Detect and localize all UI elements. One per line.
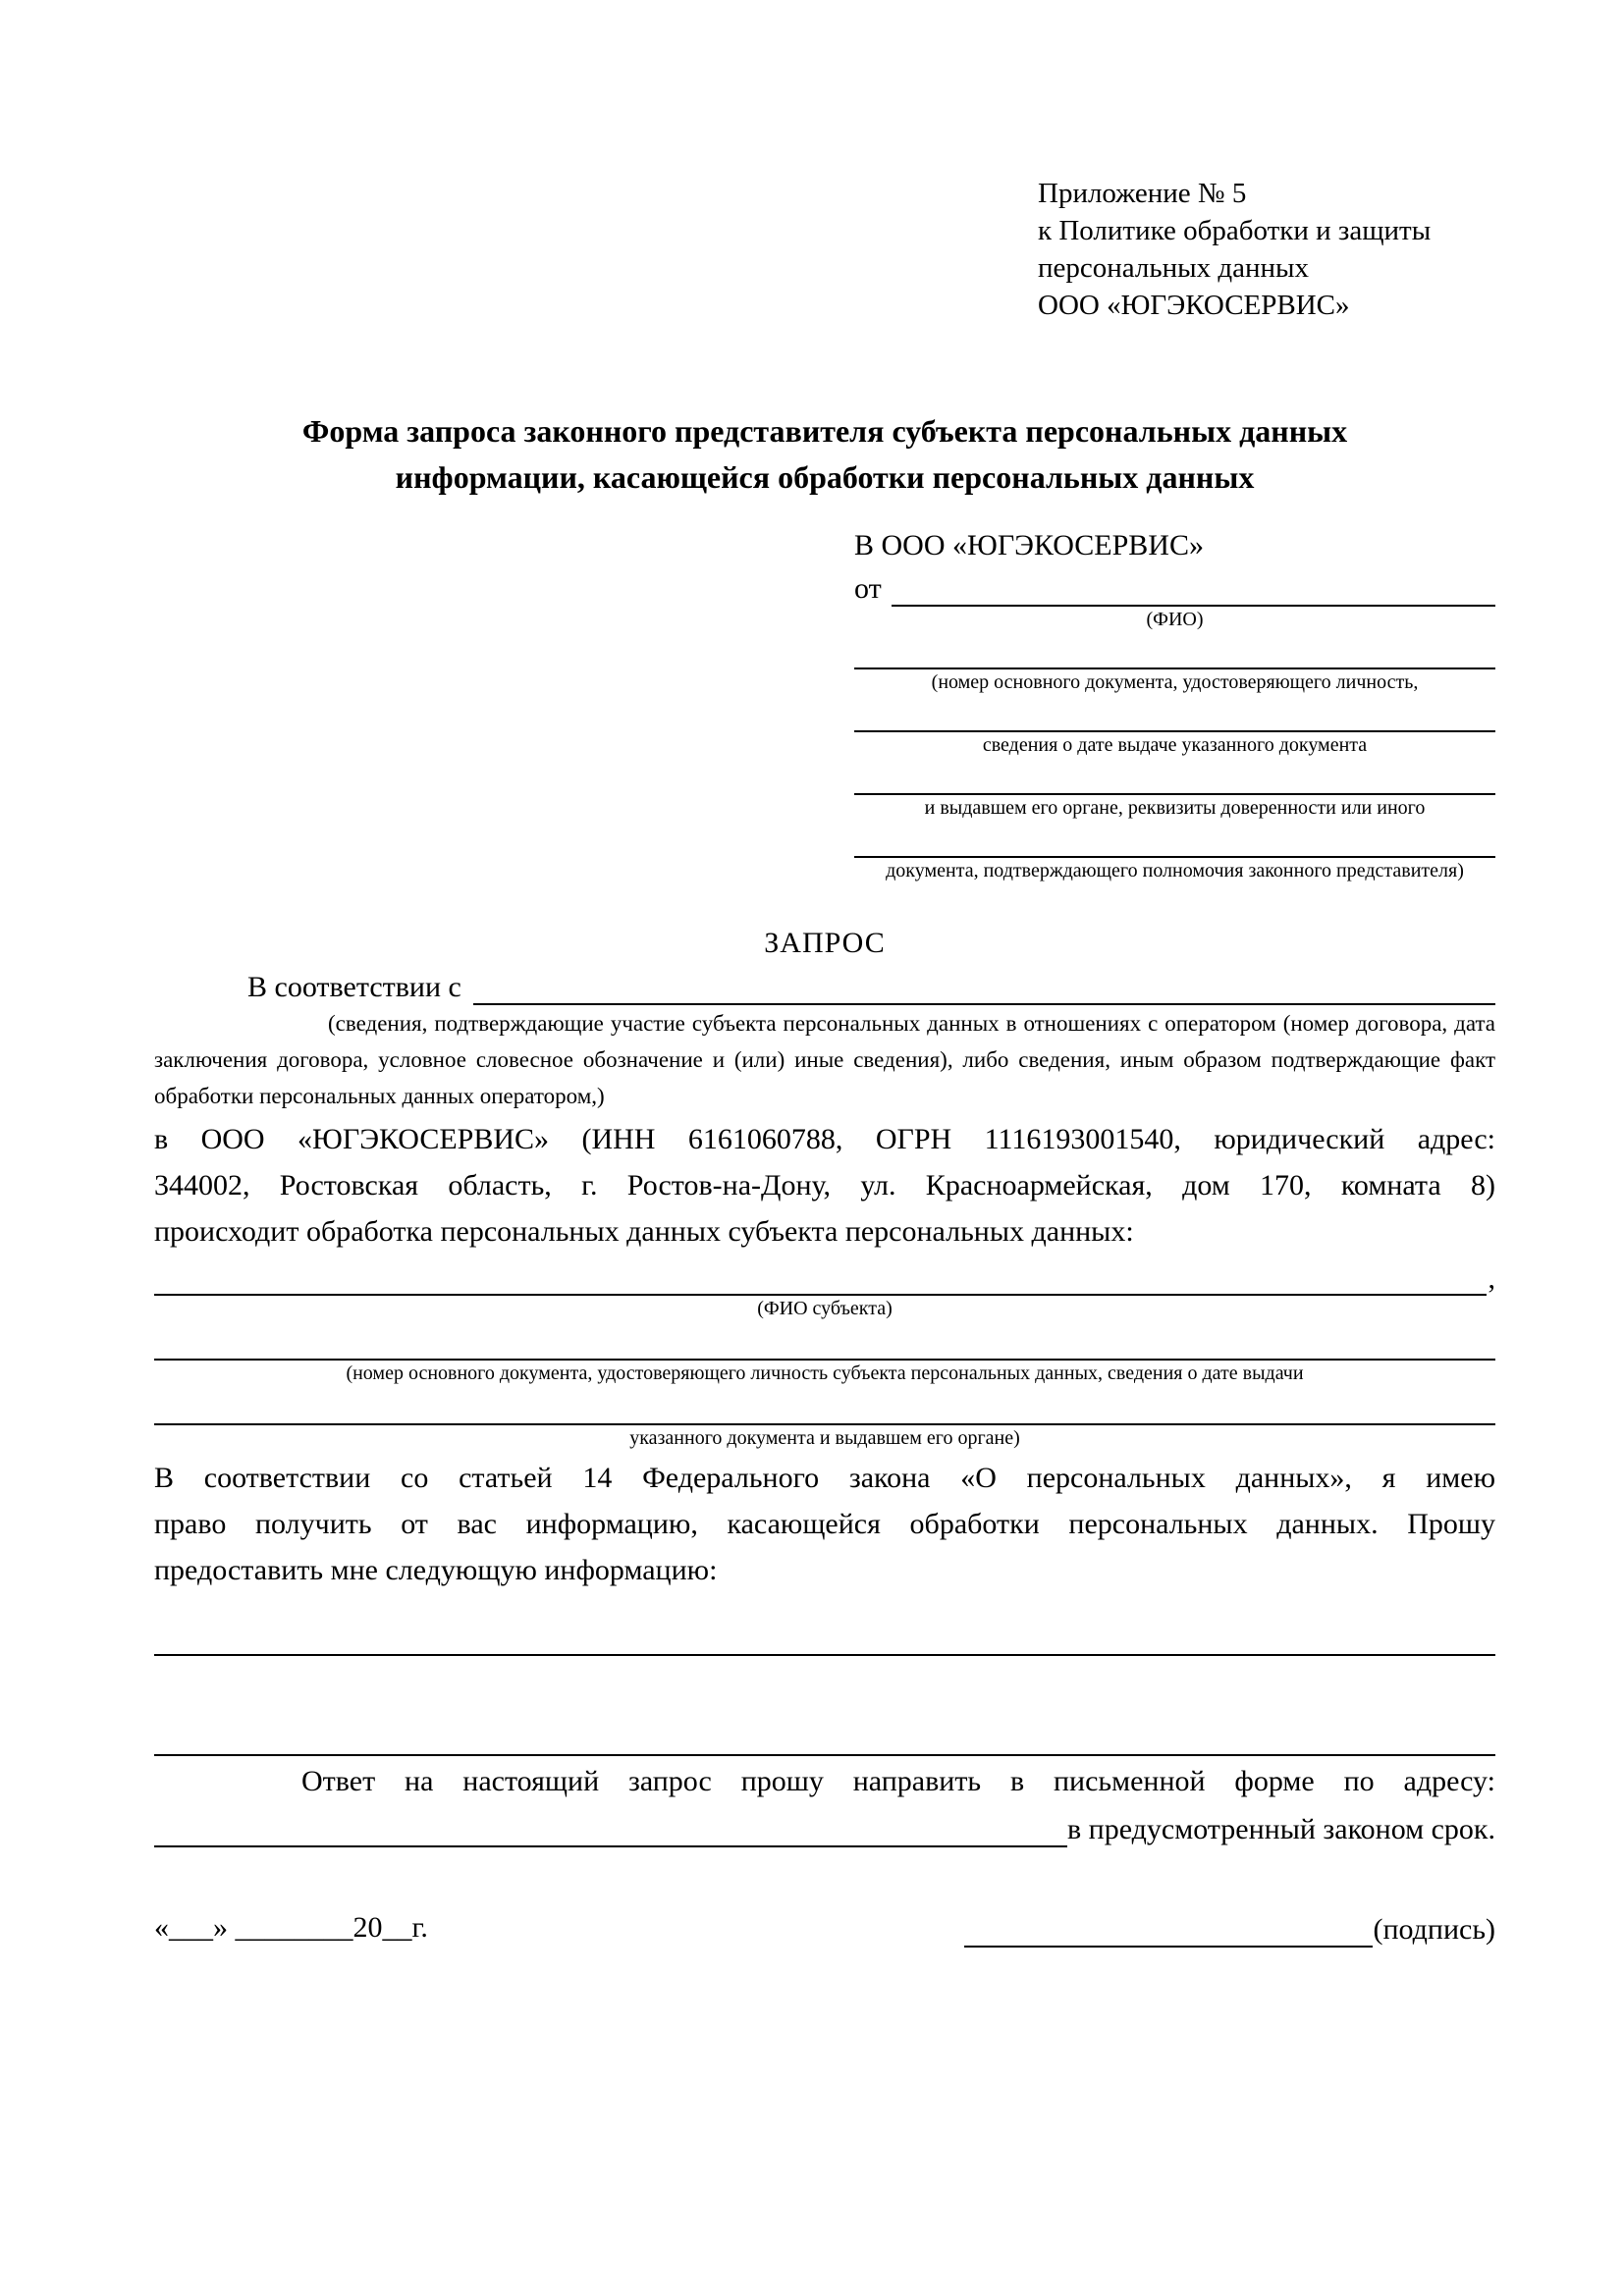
- fine-print: [154, 1005, 1495, 1114]
- title-line: информации, касающейся обработки персональных данных: [395, 459, 1255, 495]
- signature-group: [964, 1912, 1495, 1948]
- signature-blank: [964, 1914, 1373, 1948]
- representative-doc-caption: сведения о дате выдаче указанного документа: [982, 734, 1368, 756]
- annex-line: Приложение № 5: [1038, 178, 1247, 209]
- representative-doc-blank: [854, 695, 1495, 732]
- subject-fio-row: [154, 1256, 1495, 1296]
- reply-address-blank: [154, 1812, 1067, 1847]
- annex-line: персональных данных: [1038, 252, 1310, 284]
- request-heading: ЗАПРОС: [764, 927, 886, 959]
- representative-doc-caption: и выдавшем его органе, реквизиты доверенности или иного: [924, 797, 1426, 819]
- representative-doc-caption: (номер основного документа, удостоверяющего личность,: [931, 671, 1419, 693]
- accordance-row: [154, 964, 1495, 1005]
- annex-line: к Политике обработки и защиты: [1038, 215, 1432, 246]
- document-title: [154, 408, 1495, 501]
- representative-doc-blank: [854, 821, 1495, 858]
- addressee-block: [854, 526, 1495, 883]
- law-paragraph-line: В соответствии со статьей 14 Федерального закона «О персональных данных», я имею: [154, 1462, 1495, 1494]
- operator-paragraph: [154, 1116, 1495, 1255]
- fio-caption: (ФИО): [1146, 609, 1204, 630]
- title-line: Форма запроса законного представителя субъекта персональных данных: [301, 413, 1348, 449]
- representative-doc-blank: [854, 632, 1495, 669]
- fine-print-line: заключения договора, условное словесное обозначение и (или) иные сведения), либо сведения, иным образом подтверждающие факт: [154, 1047, 1495, 1072]
- representative-fio-blank: [892, 571, 1495, 607]
- law-paragraph: [154, 1455, 1495, 1593]
- signature-caption: (подпись): [1373, 1913, 1495, 1946]
- representative-doc-caption: документа, подтверждающего полномочия законного представителя): [886, 860, 1464, 881]
- accordance-label: В соответствии с: [247, 971, 461, 1003]
- subject-fio-caption: (ФИО субъекта): [757, 1298, 893, 1319]
- annex-block: [1038, 175, 1495, 324]
- fine-print-line: (сведения, подтверждающие участие субъекта персональных данных в отношениях с оператором (номер договора, дата: [328, 1011, 1495, 1036]
- subject-doc-caption: указанного документа и выдавшем его органе): [629, 1427, 1020, 1449]
- from-label: от: [854, 572, 882, 605]
- subject-doc-caption: (номер основного документа, удостоверяющего личность субъекта персональных данных, сведения о дате выдачи: [346, 1362, 1304, 1384]
- law-paragraph-line: право получить от вас информацию, касающейся обработки персональных данных. Прошу: [154, 1508, 1495, 1540]
- from-row: [854, 565, 1495, 607]
- law-paragraph-line: предоставить мне следующую информацию:: [154, 1554, 718, 1586]
- subject-blank-suffix: ,: [1488, 1262, 1495, 1295]
- subject-doc-blank: [154, 1321, 1495, 1361]
- operator-paragraph-line: в ООО «ЮГЭКОСЕРВИС» (ИНН 6161060788, ОГРН 1116193001540, юридический адрес:: [154, 1123, 1495, 1155]
- operator-paragraph-line: происходит обработка персональных данных субъекта персональных данных:: [154, 1215, 1134, 1248]
- date-line: «___» ________20__г.: [154, 1911, 428, 1944]
- representative-doc-blank: [854, 758, 1495, 795]
- fine-print-line: обработки персональных данных оператором,): [154, 1084, 605, 1108]
- reply-address-line: Ответ на настоящий запрос прошу направить в письменной форме по адресу:: [301, 1765, 1495, 1797]
- annex-line: ООО «ЮГЭКОСЕРВИС»: [1038, 290, 1350, 321]
- subject-fio-blank: [154, 1260, 1487, 1296]
- reply-suffix: в предусмотренный законом срок.: [1067, 1813, 1495, 1845]
- subject-doc-blank: [154, 1386, 1495, 1425]
- info-blank-line: [154, 1617, 1495, 1656]
- addressee-organization: В ООО «ЮГЭКОСЕРВИС»: [854, 529, 1204, 561]
- signature-row: [154, 1908, 1495, 1948]
- accordance-blank: [473, 970, 1495, 1005]
- operator-paragraph-line: 344002, Ростовская область, г. Ростов-на-Дону, ул. Красноармейская, дом 170, комната 8): [154, 1169, 1495, 1201]
- reply-address-row: [154, 1804, 1495, 1847]
- info-blank-line: [154, 1717, 1495, 1756]
